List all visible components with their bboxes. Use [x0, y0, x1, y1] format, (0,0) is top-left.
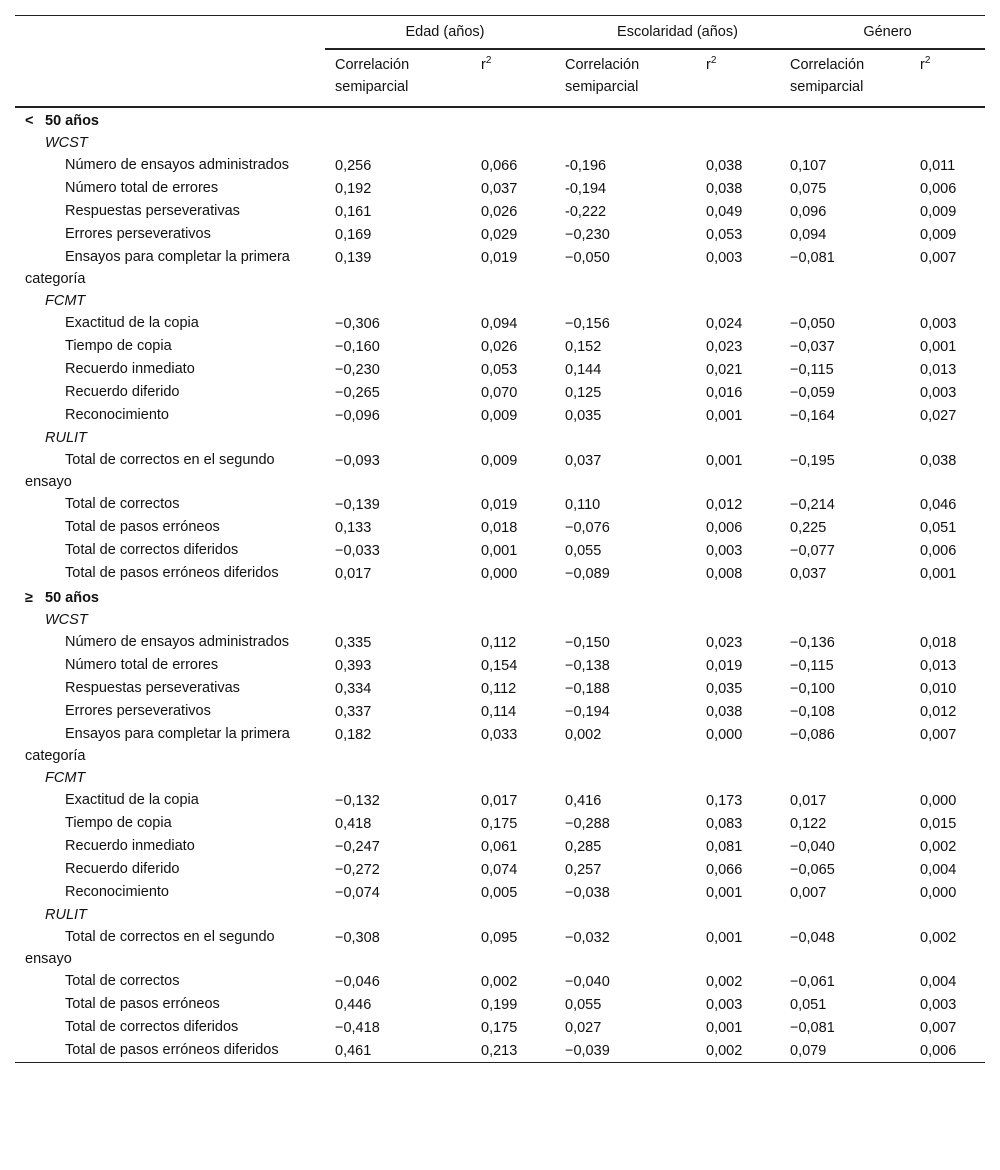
cell-r2: 0,002	[706, 1043, 743, 1059]
cell-r2: 0,008	[706, 566, 743, 582]
table-row	[15, 177, 985, 200]
cell-correlation: −0,194	[565, 704, 610, 720]
cell-r2: 0,015	[920, 816, 957, 832]
cell-correlation: −0,288	[565, 816, 610, 832]
row-label: Errores perseverativos	[65, 703, 211, 719]
cell-r2: 0,001	[706, 930, 743, 946]
cell-correlation: −0,081	[790, 1020, 835, 1036]
cell-correlation: −0,037	[790, 339, 835, 355]
test-subgroup-label: FCMT	[45, 770, 86, 786]
row-label: Recuerdo diferido	[65, 384, 180, 400]
cell-correlation: 0,110	[565, 497, 601, 513]
table-row	[15, 926, 985, 970]
r2-label: r	[920, 57, 925, 73]
row-label: Ensayos para completar la primera categoría	[25, 249, 290, 287]
cell-r2: 0,029	[481, 227, 518, 243]
header-corr	[565, 49, 706, 107]
cell-r2: 0,017	[481, 793, 518, 809]
cell-correlation: −0,188	[565, 681, 610, 697]
table-row	[15, 493, 985, 516]
cell-r2: 0,023	[706, 635, 743, 651]
cell-correlation: 0,418	[335, 816, 372, 832]
cell-r2: 0,012	[706, 497, 743, 513]
cell-correlation: 0,416	[565, 793, 602, 809]
cell-correlation: 0,334	[335, 681, 372, 697]
cell-correlation: −0,093	[335, 453, 380, 469]
age-group-sign: ≥	[25, 590, 33, 606]
test-subgroup-row	[15, 290, 985, 312]
cell-r2: 0,004	[920, 974, 957, 990]
cell-r2: 0,006	[920, 181, 957, 197]
cell-r2: 0,007	[920, 250, 957, 266]
cell-correlation: −0,038	[565, 885, 610, 901]
cell-correlation: 0,393	[335, 658, 372, 674]
row-label: Respuestas perseverativas	[65, 203, 240, 219]
cell-r2: 0,016	[706, 385, 743, 401]
cell-r2: 0,038	[920, 453, 957, 469]
age-group-label	[15, 107, 985, 132]
cell-correlation: −0,132	[335, 793, 380, 809]
table-row	[15, 1016, 985, 1039]
test-subgroup-label: FCMT	[45, 293, 86, 309]
cell-correlation: −0,308	[335, 930, 380, 946]
cell-correlation: 0,161	[335, 204, 372, 220]
cell-r2: 0,004	[920, 862, 957, 878]
cell-r2: 0,009	[481, 408, 518, 424]
cell-r2: 0,112	[481, 635, 517, 651]
cell-r2: 0,002	[481, 974, 518, 990]
header-blank	[15, 49, 325, 107]
r2-sup: 2	[485, 55, 492, 67]
cell-r2: 0,010	[920, 681, 957, 697]
cell-r2: 0,175	[481, 1020, 518, 1036]
cell-correlation: 0,169	[335, 227, 372, 243]
row-label: Total de correctos	[65, 496, 180, 512]
row-label: Reconocimiento	[65, 407, 169, 423]
table-row	[15, 677, 985, 700]
cell-r2: 0,018	[920, 635, 957, 651]
cell-r2: 0,007	[920, 727, 957, 743]
header-r2	[920, 49, 985, 107]
cell-r2: 0,199	[481, 997, 518, 1013]
cell-correlation: −0,040	[565, 974, 610, 990]
cell-correlation: −0,418	[335, 1020, 380, 1036]
cell-correlation: 0,122	[790, 816, 827, 832]
cell-r2: 0,006	[920, 1043, 957, 1059]
cell-r2: 0,009	[920, 227, 957, 243]
cell-correlation: 0,017	[790, 793, 827, 809]
cell-correlation: −0,136	[790, 635, 835, 651]
cell-correlation: 0,144	[565, 362, 602, 378]
row-label: Recuerdo diferido	[65, 861, 180, 877]
cell-correlation: 0,107	[790, 158, 827, 174]
cell-r2: 0,083	[706, 816, 743, 832]
table-row	[15, 789, 985, 812]
cell-r2: 0,007	[920, 1020, 957, 1036]
age-group-row	[15, 107, 985, 132]
table-row	[15, 723, 985, 767]
cell-correlation: 0,079	[790, 1043, 827, 1059]
cell-correlation: −0,032	[565, 930, 610, 946]
cell-correlation: −0,139	[335, 497, 380, 513]
cell-correlation: 0,225	[790, 520, 827, 536]
cell-r2: 0,061	[481, 839, 518, 855]
age-group-label	[15, 585, 985, 609]
cell-r2: 0,154	[481, 658, 518, 674]
cell-correlation: −0,096	[335, 408, 380, 424]
cell-r2: 0,000	[706, 727, 743, 743]
cell-correlation: −0,160	[335, 339, 380, 355]
age-group-text: 50 años	[45, 590, 99, 606]
cell-r2: 0,003	[706, 997, 743, 1013]
age-group-sign: <	[25, 113, 34, 129]
cell-r2: 0,019	[706, 658, 743, 674]
cell-r2: 0,026	[481, 204, 518, 220]
row-label: Reconocimiento	[65, 884, 169, 900]
cell-correlation: −0,230	[335, 362, 380, 378]
row-label: Respuestas perseverativas	[65, 680, 240, 696]
cell-correlation: −0,156	[565, 316, 610, 332]
row-label: Total de correctos en el segundo ensayo	[25, 452, 275, 490]
cell-correlation: −0,059	[790, 385, 835, 401]
cell-r2: 0,037	[481, 181, 518, 197]
cell-correlation: 0,002	[565, 727, 602, 743]
cell-r2: 0,019	[481, 250, 518, 266]
test-subgroup-label: RULIT	[45, 430, 87, 446]
cell-r2: 0,035	[706, 681, 743, 697]
row-label: Errores perseverativos	[65, 226, 211, 242]
cell-correlation: 0,017	[335, 566, 372, 582]
corr-label: Correlación semiparcial	[335, 57, 410, 95]
row-label: Total de pasos erróneos diferidos	[65, 1042, 279, 1058]
table-row	[15, 246, 985, 290]
cell-correlation: −0,050	[790, 316, 835, 332]
cell-r2: 0,000	[920, 793, 957, 809]
table-row	[15, 516, 985, 539]
cell-r2: 0,066	[706, 862, 743, 878]
row-label: Número de ensayos administrados	[65, 157, 290, 173]
table-row	[15, 1039, 985, 1063]
table-row	[15, 993, 985, 1016]
row-label: Tiempo de copia	[65, 815, 172, 831]
cell-r2: 0,049	[706, 204, 743, 220]
header-group-edad: Edad (años)	[325, 16, 565, 50]
table-body	[15, 107, 985, 1063]
cell-correlation: −0,100	[790, 681, 835, 697]
cell-correlation: 0,096	[790, 204, 827, 220]
cell-r2: 0,001	[481, 543, 518, 559]
cell-r2: 0,005	[481, 885, 518, 901]
cell-correlation: −0,115	[790, 658, 834, 674]
row-label: Exactitud de la copia	[65, 315, 199, 331]
cell-r2: 0,024	[706, 316, 743, 332]
row-label: Total de correctos diferidos	[65, 1019, 239, 1035]
age-group-row	[15, 585, 985, 609]
cell-correlation: −0,306	[335, 316, 380, 332]
cell-correlation: −0,040	[790, 839, 835, 855]
row-label: Número total de errores	[65, 657, 219, 673]
cell-correlation: −0,065	[790, 862, 835, 878]
cell-correlation: −0,150	[565, 635, 610, 651]
cell-r2: 0,001	[920, 566, 957, 582]
cell-correlation: 0,075	[790, 181, 827, 197]
cell-r2: 0,013	[920, 362, 957, 378]
row-label: Total de correctos diferidos	[65, 542, 239, 558]
cell-correlation: 0,037	[565, 453, 602, 469]
cell-correlation: -0,194	[565, 181, 607, 197]
table-row	[15, 381, 985, 404]
cell-r2: 0,003	[920, 997, 957, 1013]
cell-r2: 0,000	[920, 885, 957, 901]
cell-correlation: 0,133	[335, 520, 372, 536]
row-label: Número total de errores	[65, 180, 219, 196]
cell-r2: 0,051	[920, 520, 957, 536]
cell-r2: 0,027	[920, 408, 957, 424]
cell-r2: 0,033	[481, 727, 518, 743]
cell-correlation: −0,138	[565, 658, 610, 674]
cell-correlation: −0,086	[790, 727, 835, 743]
cell-r2: 0,094	[481, 316, 518, 332]
table-row	[15, 700, 985, 723]
cell-r2: 0,046	[920, 497, 957, 513]
cell-correlation: 0,035	[565, 408, 602, 424]
header-row-groups	[15, 16, 985, 50]
cell-r2: 0,003	[706, 543, 743, 559]
header-r2	[706, 49, 790, 107]
r2-label: r	[481, 57, 486, 73]
header-blank	[15, 16, 325, 50]
cell-correlation: 0,337	[335, 704, 372, 720]
cell-correlation: 0,192	[335, 181, 372, 197]
cell-correlation: −0,272	[335, 862, 380, 878]
cell-r2: 0,003	[920, 316, 957, 332]
cell-r2: 0,081	[706, 839, 743, 855]
cell-correlation: 0,037	[790, 566, 827, 582]
cell-correlation: 0,256	[335, 158, 372, 174]
cell-r2: 0,012	[920, 704, 957, 720]
table-row	[15, 812, 985, 835]
table-row	[15, 154, 985, 177]
table-row	[15, 404, 985, 427]
header-corr	[790, 49, 920, 107]
cell-r2: 0,112	[481, 681, 517, 697]
cell-r2: 0,009	[481, 453, 518, 469]
cell-r2: 0,002	[920, 930, 957, 946]
cell-correlation: 0,139	[335, 250, 372, 266]
cell-r2: 0,001	[706, 1020, 743, 1036]
cell-correlation: −0,089	[565, 566, 610, 582]
cell-r2: 0,213	[481, 1043, 518, 1059]
cell-r2: 0,066	[481, 158, 518, 174]
table-row	[15, 312, 985, 335]
cell-r2: 0,053	[706, 227, 743, 243]
cell-correlation: −0,195	[790, 453, 835, 469]
row-label: Recuerdo inmediato	[65, 361, 195, 377]
cell-r2: 0,001	[706, 885, 743, 901]
cell-correlation: 0,007	[790, 885, 827, 901]
cell-r2: 0,018	[481, 520, 518, 536]
cell-r2: 0,095	[481, 930, 518, 946]
table-row	[15, 881, 985, 904]
cell-correlation: −0,050	[565, 250, 610, 266]
cell-correlation: -0,222	[565, 204, 607, 220]
cell-r2: 0,038	[706, 181, 743, 197]
cell-correlation: 0,182	[335, 727, 372, 743]
cell-correlation: 0,152	[565, 339, 602, 355]
test-subgroup-label: WCST	[45, 135, 88, 151]
cell-correlation: −0,061	[790, 974, 835, 990]
table-row	[15, 539, 985, 562]
cell-correlation: -0,196	[565, 158, 607, 174]
test-subgroup-label: WCST	[45, 612, 88, 628]
cell-correlation: −0,265	[335, 385, 380, 401]
table-row	[15, 449, 985, 493]
row-label: Total de correctos en el segundo ensayo	[25, 929, 275, 967]
table-row	[15, 835, 985, 858]
cell-r2: 0,114	[481, 704, 517, 720]
cell-correlation: −0,214	[790, 497, 835, 513]
row-label: Exactitud de la copia	[65, 792, 199, 808]
corr-label: Correlación semiparcial	[565, 57, 640, 95]
row-label: Total de pasos erróneos	[65, 996, 220, 1012]
r2-sup: 2	[710, 55, 717, 67]
test-subgroup-row	[15, 132, 985, 154]
cell-r2: 0,013	[920, 658, 957, 674]
cell-r2: 0,070	[481, 385, 518, 401]
correlation-table	[15, 15, 985, 1063]
cell-correlation: −0,081	[790, 250, 835, 266]
test-subgroup-row	[15, 609, 985, 631]
cell-correlation: −0,164	[790, 408, 835, 424]
cell-r2: 0,002	[920, 839, 957, 855]
header-corr	[325, 49, 481, 107]
cell-correlation: −0,108	[790, 704, 835, 720]
cell-r2: 0,001	[920, 339, 957, 355]
cell-r2: 0,021	[706, 362, 743, 378]
header-group-genero: Género	[790, 16, 985, 50]
cell-correlation: −0,077	[790, 543, 835, 559]
row-label: Número de ensayos administrados	[65, 634, 290, 650]
cell-r2: 0,006	[706, 520, 743, 536]
cell-r2: 0,003	[920, 385, 957, 401]
cell-r2: 0,019	[481, 497, 518, 513]
cell-r2: 0,011	[920, 158, 956, 174]
header-row-columns	[15, 49, 985, 107]
cell-correlation: 0,055	[565, 997, 602, 1013]
cell-correlation: 0,055	[565, 543, 602, 559]
r2-sup: 2	[924, 55, 931, 67]
cell-correlation: 0,335	[335, 635, 372, 651]
test-subgroup-row	[15, 904, 985, 926]
cell-correlation: −0,033	[335, 543, 380, 559]
cell-r2: 0,002	[706, 974, 743, 990]
row-label: Ensayos para completar la primera categoría	[25, 726, 290, 764]
cell-r2: 0,038	[706, 704, 743, 720]
cell-correlation: −0,074	[335, 885, 380, 901]
cell-r2: 0,053	[481, 362, 518, 378]
cell-correlation: 0,257	[565, 862, 602, 878]
cell-correlation: −0,039	[565, 1043, 610, 1059]
table-row	[15, 358, 985, 381]
test-subgroup-row	[15, 767, 985, 789]
cell-r2: 0,038	[706, 158, 743, 174]
cell-r2: 0,175	[481, 816, 518, 832]
cell-correlation: −0,115	[790, 362, 834, 378]
table-row	[15, 223, 985, 246]
cell-r2: 0,001	[706, 453, 743, 469]
cell-r2: 0,000	[481, 566, 518, 582]
cell-r2: 0,009	[920, 204, 957, 220]
row-label: Total de pasos erróneos diferidos	[65, 565, 279, 581]
table-row	[15, 335, 985, 358]
table-row	[15, 631, 985, 654]
cell-correlation: 0,051	[790, 997, 827, 1013]
cell-correlation: −0,230	[565, 227, 610, 243]
row-label: Total de correctos	[65, 973, 180, 989]
header-group-escolaridad: Escolaridad (años)	[565, 16, 790, 50]
cell-r2: 0,006	[920, 543, 957, 559]
cell-correlation: 0,285	[565, 839, 602, 855]
cell-correlation: 0,027	[565, 1020, 602, 1036]
cell-correlation: 0,446	[335, 997, 372, 1013]
cell-r2: 0,003	[706, 250, 743, 266]
row-label: Total de pasos erróneos	[65, 519, 220, 535]
table-row	[15, 200, 985, 223]
row-label: Recuerdo inmediato	[65, 838, 195, 854]
cell-correlation: 0,461	[335, 1043, 372, 1059]
table-row	[15, 858, 985, 881]
cell-correlation: 0,094	[790, 227, 827, 243]
r2-label: r	[706, 57, 711, 73]
cell-correlation: −0,247	[335, 839, 380, 855]
test-subgroup-row	[15, 427, 985, 449]
cell-correlation: −0,046	[335, 974, 380, 990]
cell-correlation: −0,076	[565, 520, 610, 536]
cell-correlation: 0,125	[565, 385, 602, 401]
cell-correlation: −0,048	[790, 930, 835, 946]
table-row	[15, 970, 985, 993]
cell-r2: 0,074	[481, 862, 518, 878]
cell-r2: 0,001	[706, 408, 743, 424]
age-group-text: 50 años	[45, 113, 99, 129]
cell-r2: 0,173	[706, 793, 743, 809]
cell-r2: 0,026	[481, 339, 518, 355]
header-r2	[481, 49, 565, 107]
corr-label: Correlación semiparcial	[790, 57, 865, 95]
table-row	[15, 654, 985, 677]
test-subgroup-label: RULIT	[45, 907, 87, 923]
row-label: Tiempo de copia	[65, 338, 172, 354]
table-row	[15, 562, 985, 585]
cell-r2: 0,023	[706, 339, 743, 355]
